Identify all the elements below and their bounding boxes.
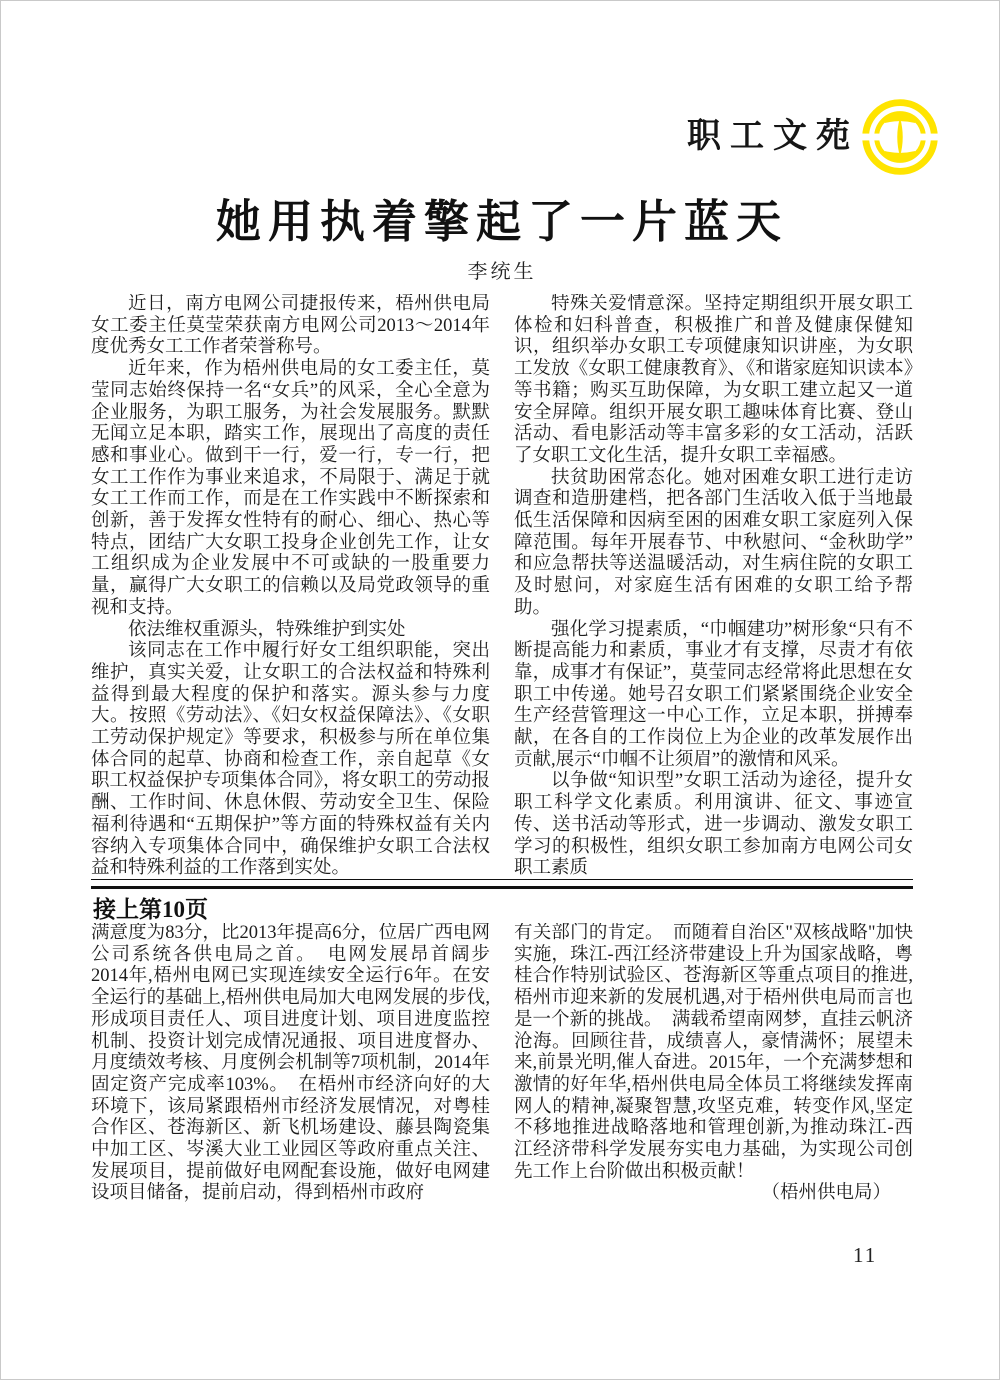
page-number: 11 <box>853 1243 878 1267</box>
continuation-right-paragraphs <box>514 923 913 1183</box>
article-signature: （梧州供电局） <box>761 1183 891 1204</box>
paragraph: 以争做“知识型”女职工活动为途径，提升女职工科学文化素质。利用演讲、征文、事迹宣传、送书活动等形式，进一步调动、激发女职工学习的积极性，组织女职工参加南方电网公司女职工素质 <box>514 771 913 879</box>
continuation-column-left <box>91 923 509 1221</box>
paragraph: 该同志在工作中履行好女工组织职能，突出维护，真实关爱，让女职工的合法权益和特殊利益得到最大程度的保护和落实。源头参与力度大。按照《劳动法》、《妇女权益保障法》、《女职工劳动保护规定》等要求，积极参与所在单位集体合同的起草、协商和检查工作，亲自起草《女职工权益保护专项集体合同》，将女职工的劳动报酬、工作时间、休息休假、劳动安全卫生、保险福利待遇和“五期保护”等方面的特殊权益有关内容纳入专项集体合同中，确保维护女职工合法权益和特殊利益的工作落到实处。 <box>91 641 490 879</box>
article-author: 李统生 <box>467 261 537 283</box>
continuation-heading: 接上第10页 <box>93 897 208 922</box>
paragraph: 有关部门的肯定。 而随着自治区"双核战略"加快实施，珠江-西江经济带建设上升为国家战略，粤桂合作特别试验区、苍海新区等重点项目的推进,梧州市迎来新的发展机遇,对于梧州供电局而言也是一个新的挑战。 满载希望南网梦，直挂云帆济沧海。回顾往昔，成绩喜人，豪情满怀；展望未来,前景光明,催人奋进。2015年，一个充满梦想和激情的好年华,梧州供电局全体员工将继续发挥南网人的精神,凝聚智慧,攻坚克难，转变作风,坚定不移地推进战略落地和管理创新,为推动珠江-西江经济带科学发展夯实电力基础，为实现公司创先工作上台阶做出积极贡献！ <box>514 923 913 1182</box>
paragraph: 依法维权重源头，特殊维护到实处 <box>128 619 406 640</box>
continuation-body <box>91 923 913 1221</box>
paragraph: 强化学习提素质，“巾帼建功”树形象“只有不断提高能力和素质，事业才有支撑，尽责才有依靠，成事才有保证”，莫莹同志经常将此思想在女职工中传递。她号召女职工们紧紧围绕企业安全生产经营管理这一中心工作，立足本职，拼搏奉献，在各自的工作岗位上为企业的改革发展作出贡献,展示“巾帼不让须眉”的激情和风采。 <box>514 619 913 770</box>
section-title: 职工文苑 <box>687 118 859 155</box>
continuation-column-right <box>514 923 913 1221</box>
section-divider <box>91 879 913 889</box>
paragraph: 近年来，作为梧州供电局的女工委主任，莫莹同志始终保持一名“女兵”的风采，全心全意为企业服务，为职工服务，为社会发展服务。默默无闻立足本职，踏实工作，展现出了高度的责任感和事业心。做到干一行，爱一行，专一行，把女工工作作为事业来追求，不局限于、满足于就女工工作而工作，而是在工作实践中不断探索和创新，善于发挥女性特有的耐心、细心、热心等特点，团结广大女职工投身企业创先工作，让女工组织成为企业发展中不可或缺的一股重要力量，赢得广大女职工的信赖以及局党政领导的重视和支持。 <box>91 359 490 618</box>
article-column-right <box>514 294 913 882</box>
article-column-left <box>91 294 490 882</box>
article-title: 她用执着擎起了一片蓝天 <box>215 197 788 247</box>
paragraph: 满意度为83分，比2013年提高6分，位居广西电网公司系统各供电局之首。 电网发展昂首阔步 2014年,梧州电网已实现连续安全运行6年。在安全运行的基础上,梧州供电局加大电网发展的步伐,形成项目责任人、项目进度计划、项目进度监控机制、投资计划完成情况通报、项目进度督办、月度绩效考核、月度例会机制等7项机制，2014年固定资产完成率103%。 在梧州市经济向好的大环境下，该局紧跟梧州市经济发展情况，对粤桂合作区、苍海新区、新飞机场建设、藤县陶瓷集中加工区、岑溪大业工业园区等政府重点关注、发展项目，提前做好电网配套设施，做好电网建设项目储备，提前启动，得到梧州市政府 <box>91 923 509 1204</box>
article-body <box>91 294 913 882</box>
paragraph: 近日，南方电网公司捷报传来，梧州供电局女工委主任莫莹荣获南方电网公司2013～2014年度优秀女工工作者荣誉称号。 <box>91 294 490 358</box>
paragraph: 扶贫助困常态化。她对困难女职工进行走访调查和造册建档，把各部门生活收入低于当地最低生活保障和因病至困的困难女职工家庭列入保障范围。每年开展春节、中秋慰问、“金秋助学”和应急帮扶等送温暖活动，对生病住院的女职工及时慰问，对家庭生活有困难的女职工给予帮助。 <box>514 467 913 618</box>
trade-union-emblem-icon <box>861 98 939 176</box>
masthead <box>687 97 939 177</box>
paragraph: 特殊关爱情意深。坚持定期组织开展女职工体检和妇科普查，积极推广和普及健康保健知识，组织举办女职工专项健康知识讲座，为女职工发放《女职工健康教育》、《和谐家庭知识读本》等书籍；购买互助保障，为女职工建立起又一道安全屏障。组织开展女职工趣味体育比赛、登山活动、看电影活动等丰富多彩的女工活动，活跃了女职工文化生活，提升女职工幸福感。 <box>514 294 913 466</box>
